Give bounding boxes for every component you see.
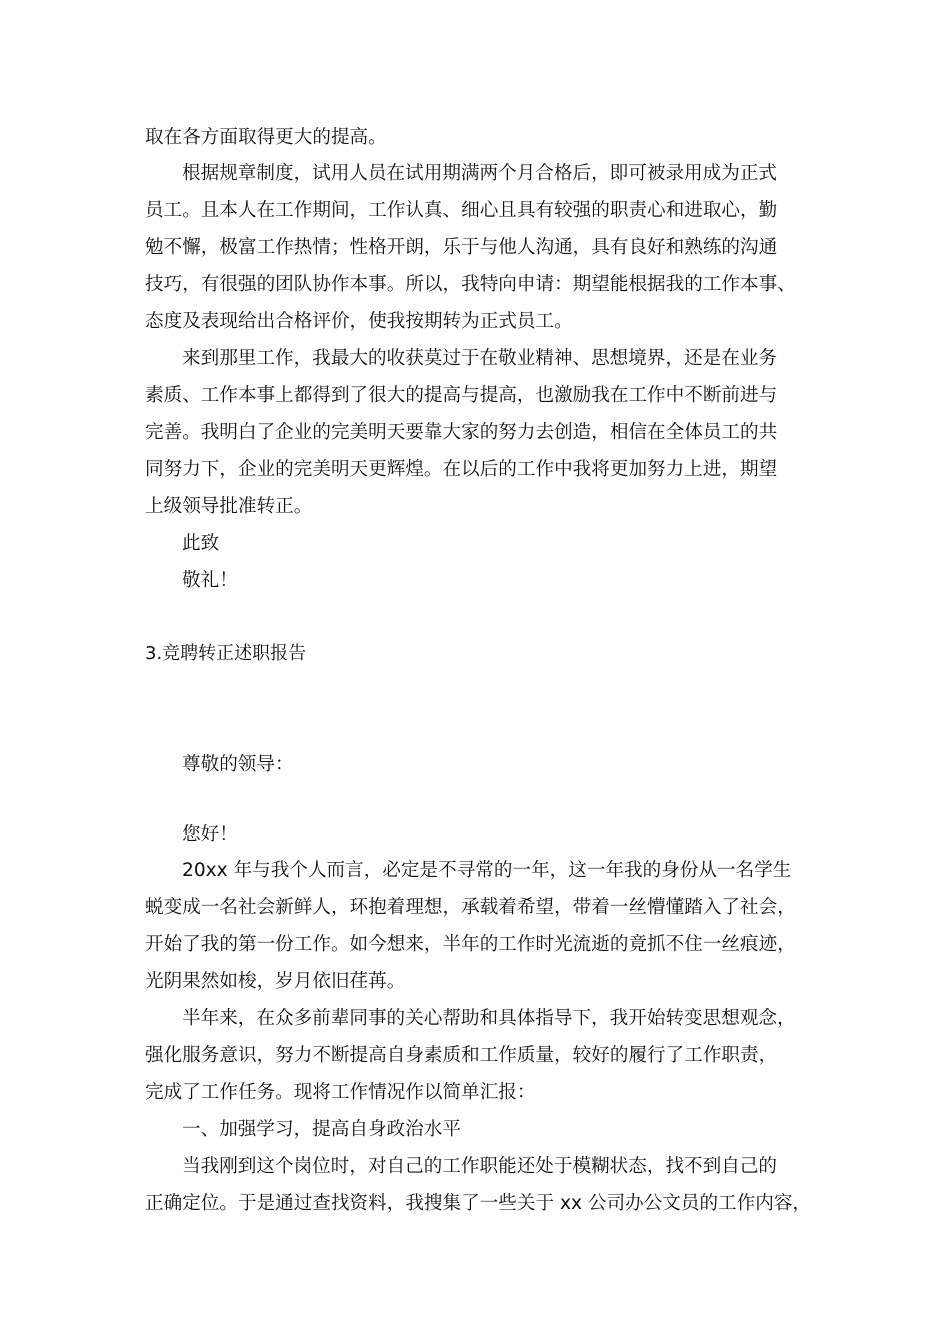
closing-regards: 敬礼！ bbox=[182, 570, 238, 591]
subsection-heading: 一、加强学习，提高自身政治水平 bbox=[182, 1119, 461, 1140]
paragraph-line: 上级领导批准转正。 bbox=[145, 496, 313, 517]
paragraph-line: 态度及表现给出合格评价，使我按期转为正式员工。 bbox=[145, 311, 573, 332]
paragraph-line: 蜕变成一名社会新鲜人，环抱着理想，承载着希望，带着一丝懵懂踏入了社会， bbox=[145, 897, 796, 918]
paragraph-line: 同努力下，企业的完美明天更辉煌。在以后的工作中我将更加努力上进，期望 bbox=[145, 459, 778, 480]
paragraph-line: 开始了我的第一份工作。如今想来，半年的工作时光流逝的竟抓不住一丝痕迹， bbox=[145, 934, 796, 955]
section-heading: 3.竞聘转正述职报告 bbox=[145, 643, 307, 664]
paragraph-line: 强化服务意识，努力不断提高自身素质和工作质量，较好的履行了工作职责， bbox=[145, 1045, 778, 1066]
paragraph-line: 当我刚到这个岗位时，对自己的工作职能还处于模糊状态，找不到自己的 bbox=[182, 1156, 778, 1177]
paragraph-line: 正确定位。于是通过查找资料，我搜集了一些关于 xx 公司办公文员的工作内容， bbox=[145, 1193, 812, 1214]
paragraph-line: 素质、工作本事上都得到了很大的提高与提高，也激励我在工作中不断前进与 bbox=[145, 385, 778, 406]
paragraph-line: 员工。且本人在工作期间，工作认真、细心且具有较强的职责心和进取心，勤 bbox=[145, 200, 778, 221]
paragraph-line: 勉不懈，极富工作热情；性格开朗，乐于与他人沟通，具有良好和熟练的沟通 bbox=[145, 237, 778, 258]
paragraph-line: 来到那里工作，我最大的收获莫过于在敬业精神、思想境界，还是在业务 bbox=[182, 348, 778, 369]
paragraph-line: 光阴果然如梭，岁月依旧荏苒。 bbox=[145, 971, 406, 992]
closing-salutation: 此致 bbox=[182, 533, 220, 554]
paragraph-line: 技巧，有很强的团队协作本事。所以，我特向申请：期望能根据我的工作本事、 bbox=[145, 274, 796, 295]
greeting-hello: 您好！ bbox=[182, 824, 238, 845]
paragraph-line: 完善。我明白了企业的完美明天要靠大家的努力去创造，相信在全体员工的共 bbox=[145, 422, 778, 443]
paragraph-line: 完成了工作任务。现将工作情况作以简单汇报： bbox=[145, 1082, 536, 1103]
paragraph-line: 取在各方面取得更大的提高。 bbox=[145, 127, 387, 148]
paragraph-line: 20xx 年与我个人而言，必定是不寻常的一年，这一年我的身份从一名学生 bbox=[182, 860, 792, 881]
paragraph-line: 根据规章制度，试用人员在试用期满两个月合格后，即可被录用成为正式 bbox=[182, 163, 778, 184]
paragraph-line: 半年来，在众多前辈同事的关心帮助和具体指导下，我开始转变思想观念， bbox=[182, 1008, 796, 1029]
greeting: 尊敬的领导： bbox=[182, 754, 294, 775]
